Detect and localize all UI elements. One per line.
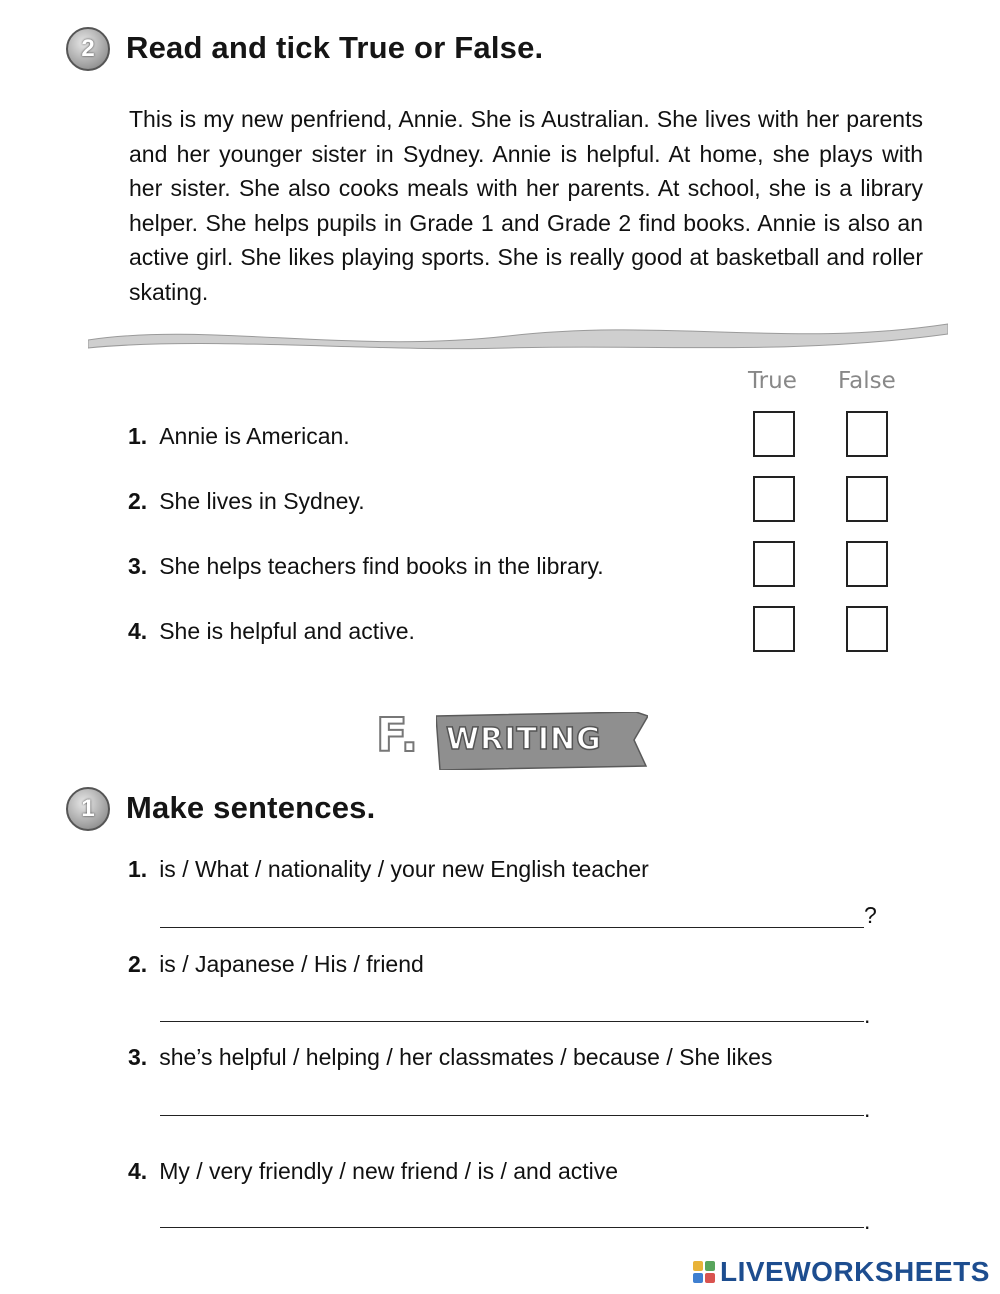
statement-row	[128, 423, 350, 450]
prompt-number: 3.	[128, 1044, 148, 1070]
false-checkbox[interactable]	[846, 606, 888, 652]
false-column-header: False	[838, 368, 896, 394]
answer-line[interactable]	[160, 1021, 864, 1022]
answer-line[interactable]	[160, 1227, 864, 1228]
section-number: 2	[81, 35, 95, 62]
true-checkbox[interactable]	[753, 476, 795, 522]
banner-label: WRITING	[446, 722, 602, 757]
true-checkbox[interactable]	[753, 411, 795, 457]
decorative-wave	[88, 318, 948, 362]
prompt-text: she’s helpful / helping / her classmates / because / She likes	[159, 1044, 773, 1070]
false-checkbox[interactable]	[846, 411, 888, 457]
prompt-row	[128, 856, 649, 883]
statement-row	[128, 553, 604, 580]
end-punctuation: ?	[864, 902, 877, 928]
prompt-row	[128, 951, 424, 978]
prompt-text: is / Japanese / His / friend	[159, 951, 424, 977]
true-checkbox[interactable]	[753, 541, 795, 587]
section-number-badge	[66, 787, 110, 831]
statement-text: She is helpful and active.	[159, 618, 415, 644]
statement-row	[128, 488, 365, 515]
prompt-row	[128, 1158, 618, 1185]
section-title: Read and tick True or False.	[126, 30, 544, 65]
statement-text: She lives in Sydney.	[159, 488, 365, 514]
statement-number: 4.	[128, 618, 148, 644]
liveworksheets-logo	[693, 1256, 990, 1288]
true-column-header: True	[748, 368, 797, 394]
false-checkbox[interactable]	[846, 541, 888, 587]
logo-square	[693, 1261, 703, 1271]
statement-number: 2.	[128, 488, 148, 514]
logo-square	[693, 1273, 703, 1283]
prompt-row	[128, 1044, 772, 1071]
prompt-number: 2.	[128, 951, 148, 977]
true-checkbox[interactable]	[753, 606, 795, 652]
answer-line[interactable]	[160, 927, 864, 928]
logo-square	[705, 1261, 715, 1271]
prompt-number: 1.	[128, 856, 148, 882]
reading-passage: This is my new penfriend, Annie. She is Australian. She lives with her parents and her younger sister in Sydney. Annie is helpful. At home, she plays with her sister. She also cooks meals with her parents. At school, she is a library helper. She helps pupils in Grade 1 and Grade 2 find books. Annie is also an active girl. She likes playing sports. She is really good at basketball and roller skating.	[129, 106, 923, 305]
end-punctuation: .	[864, 1096, 871, 1122]
prompt-text: is / What / nationality / your new English teacher	[159, 856, 649, 882]
writing-banner	[436, 712, 648, 770]
section-letter: F.	[376, 708, 419, 762]
statement-row	[128, 618, 415, 645]
prompt-number: 4.	[128, 1158, 148, 1184]
prompt-text: My / very friendly / new friend / is / and active	[159, 1158, 619, 1184]
answer-line[interactable]	[160, 1115, 864, 1116]
statement-number: 3.	[128, 553, 148, 579]
logo-text: LIVEWORKSHEETS	[720, 1256, 990, 1287]
false-checkbox[interactable]	[846, 476, 888, 522]
section-number: 1	[81, 795, 95, 822]
end-punctuation: .	[864, 1208, 871, 1234]
statement-text: Annie is American.	[159, 423, 350, 449]
end-punctuation: .	[864, 1002, 871, 1028]
statement-number: 1.	[128, 423, 148, 449]
logo-square	[705, 1273, 715, 1283]
section-title: Make sentences.	[126, 790, 376, 825]
section-number-badge	[66, 27, 110, 71]
statement-text: She helps teachers find books in the library.	[159, 553, 604, 579]
logo-icon	[693, 1261, 715, 1283]
